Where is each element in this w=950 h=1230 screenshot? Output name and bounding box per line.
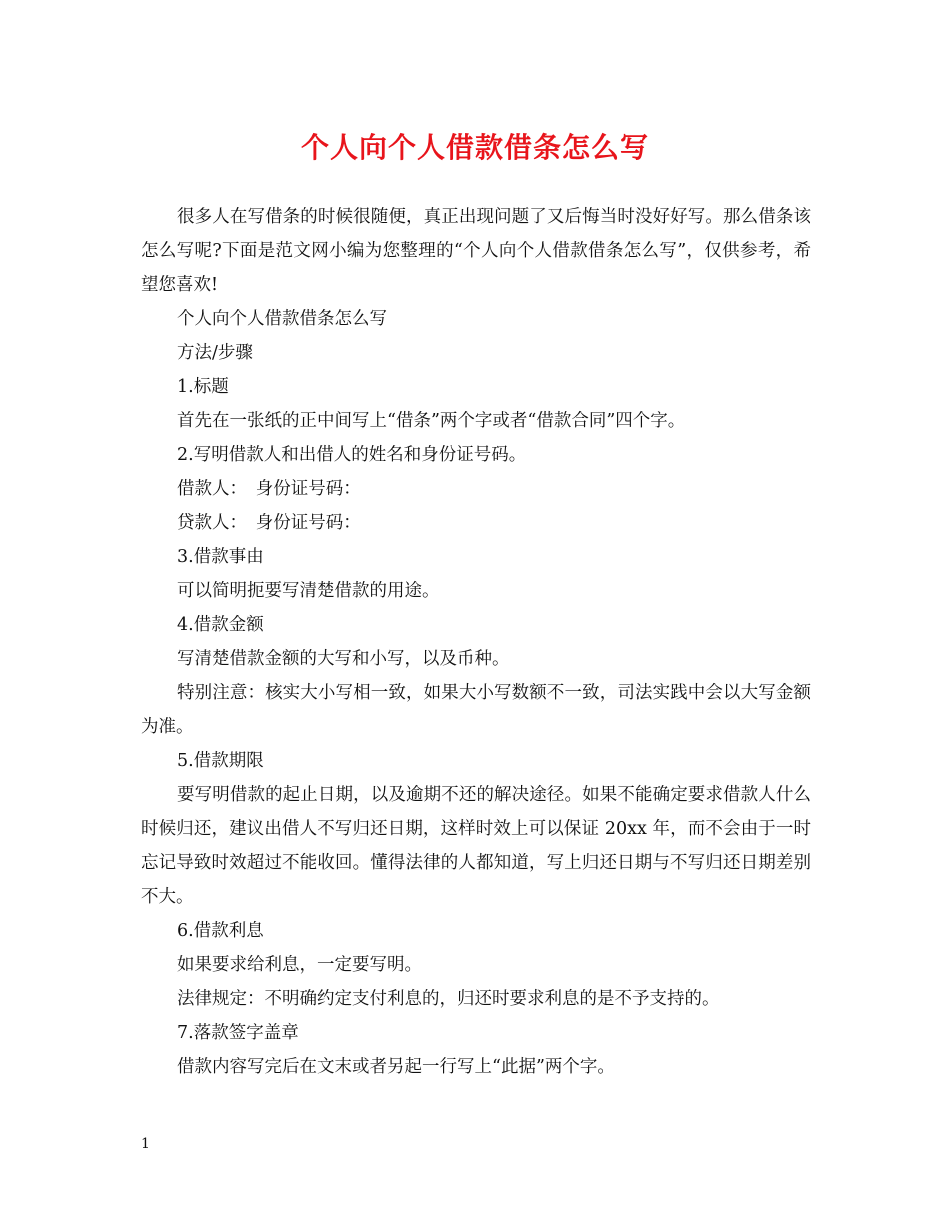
paragraph: 4.借款金额 xyxy=(177,615,264,635)
paragraph: 3.借款事由 xyxy=(177,547,264,567)
paragraph: 特别注意：核实大小写相一致，如果大小写数额不一致，司法实践中会以大写金额为准。 xyxy=(141,683,811,737)
paragraph: 6.借款利息 xyxy=(177,921,264,941)
paragraph: 写清楚借款金额的大写和小写，以及币种。 xyxy=(177,649,510,669)
paragraph: 5.借款期限 xyxy=(177,751,264,771)
document-body xyxy=(141,200,811,1084)
paragraph: 借款内容写完后在文末或者另起一行写上“此据”两个字。 xyxy=(177,1057,615,1077)
paragraph: 借款人： 身份证号码： xyxy=(177,479,361,499)
paragraph: 可以简明扼要写清楚借款的用途。 xyxy=(177,581,440,601)
paragraph: 要写明借款的起止日期，以及逾期不还的解决途径。如果不能确定要求借款人什么时候归还，建议出借人不写归还日期，这样时效上可以保证 20xx 年，而不会由于一时忘记导致时效超过不能收回。懂得法律的人都知道，写上归还日期与不写归还日期差别不大。 xyxy=(141,785,811,907)
document-title: 个人向个人借款借条怎么写 xyxy=(300,131,649,164)
paragraph: 首先在一张纸的正中间写上“借条”两个字或者“借款合同”四个字。 xyxy=(177,411,686,431)
paragraph: 很多人在写借条的时候很随便，真正出现问题了又后悔当时没好好写。那么借条该怎么写呢?下面是范文网小编为您整理的“个人向个人借款借条怎么写”，仅供参考，希望您喜欢! xyxy=(141,207,811,295)
paragraph: 如果要求给利息，一定要写明。 xyxy=(177,955,422,975)
page-number: 1 xyxy=(141,1136,150,1152)
paragraph: 1.标题 xyxy=(177,377,229,397)
paragraph: 贷款人： 身份证号码： xyxy=(177,513,361,533)
paragraph: 个人向个人借款借条怎么写 xyxy=(177,309,387,329)
paragraph: 7.落款签字盖章 xyxy=(177,1023,299,1043)
paragraph: 2.写明借款人和出借人的姓名和身份证号码。 xyxy=(177,445,527,465)
paragraph: 法律规定：不明确约定支付利息的，归还时要求利息的是不予支持的。 xyxy=(177,989,720,1009)
paragraph: 方法/步骤 xyxy=(177,343,253,363)
